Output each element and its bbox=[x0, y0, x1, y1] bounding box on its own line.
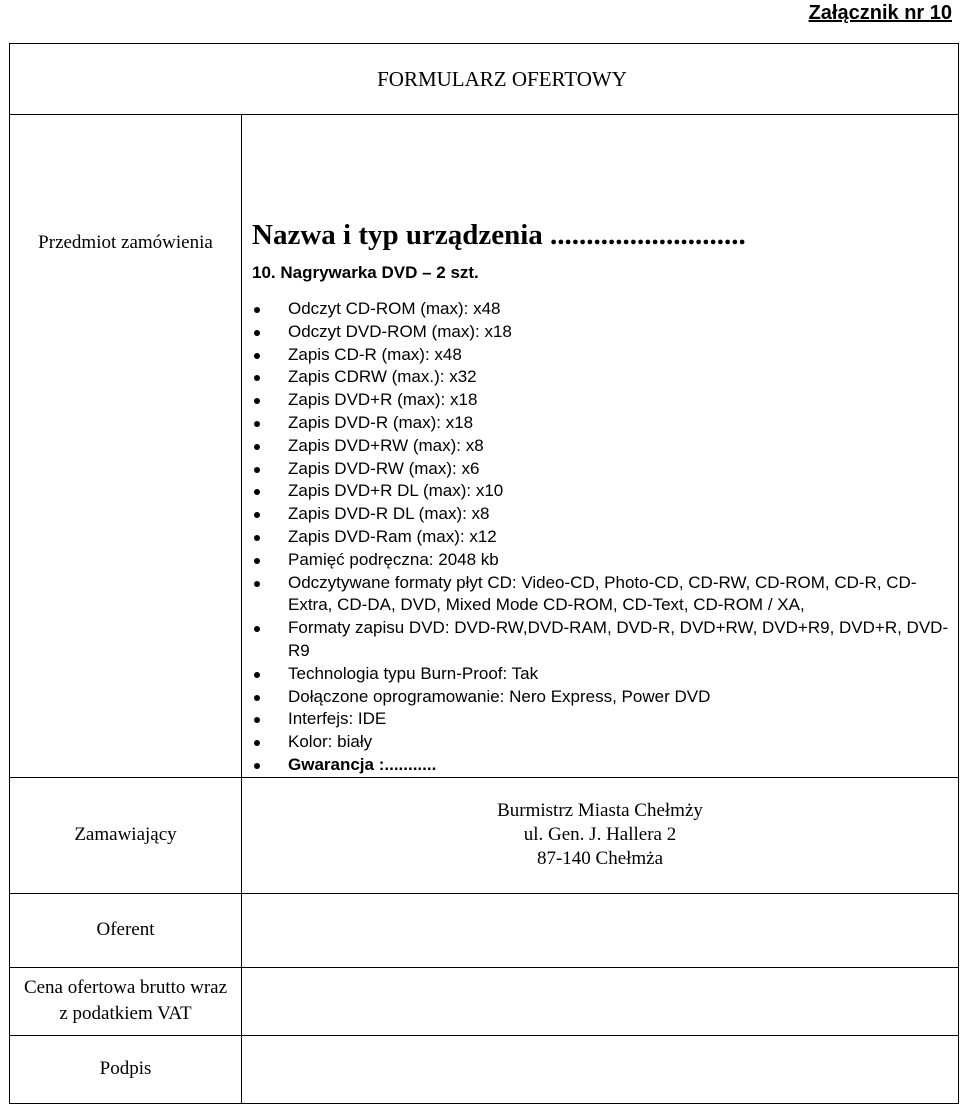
spec-item: Zapis CDRW (max.): x32 bbox=[252, 366, 954, 389]
offer-form-table bbox=[9, 43, 959, 1104]
spec-item: Zapis DVD-R (max): x18 bbox=[252, 412, 954, 435]
signature-value[interactable] bbox=[242, 1035, 959, 1103]
spec-item: Pamięć podręczna: 2048 kb bbox=[252, 549, 954, 572]
spec-item: Odczyt CD-ROM (max): x48 bbox=[252, 298, 954, 321]
spec-item: Zapis CD-R (max): x48 bbox=[252, 344, 954, 367]
spec-item: Dołączone oprogramowanie: Nero Express, Power DVD bbox=[252, 686, 954, 709]
subject-row bbox=[10, 115, 959, 778]
spec-list bbox=[252, 298, 954, 777]
bidder-label: Oferent bbox=[10, 893, 242, 967]
orderer-address bbox=[242, 777, 959, 893]
spec-item: Zapis DVD-RW (max): x6 bbox=[252, 458, 954, 481]
spec-item: Interfejs: IDE bbox=[252, 708, 954, 731]
orderer-city: 87-140 Chełmża bbox=[536, 848, 664, 870]
subject-content bbox=[242, 115, 959, 778]
spec-item: Zapis DVD-R DL (max): x8 bbox=[252, 503, 954, 526]
orderer-street: ul. Gen. J. Hallera 2 bbox=[523, 824, 677, 846]
price-label-line1: Cena ofertowa brutto wraz bbox=[23, 977, 228, 999]
annex-label: Załącznik nr 10 bbox=[808, 2, 952, 24]
signature-row bbox=[10, 1035, 959, 1103]
orderer-name: Burmistrz Miasta Chełmży bbox=[497, 800, 703, 822]
spec-item: Zapis DVD+RW (max): x8 bbox=[252, 435, 954, 458]
form-title: FORMULARZ OFERTOWY bbox=[10, 44, 959, 115]
form-title-row bbox=[10, 44, 959, 115]
device-heading: Nazwa i typ urządzenia ........................... bbox=[252, 219, 746, 251]
price-value[interactable] bbox=[242, 967, 959, 1035]
spec-item: Zapis DVD-Ram (max): x12 bbox=[252, 526, 954, 549]
spec-item: Formaty zapisu DVD: DVD-RW,DVD-RAM, DVD-R, DVD+RW, DVD+R9, DVD+R, DVD-R9 bbox=[252, 617, 954, 663]
orderer-label: Zamawiający bbox=[10, 777, 242, 893]
spec-item: Odczytywane formaty płyt CD: Video-CD, Photo-CD, CD-RW, CD-ROM, CD-R, CD-Extra, CD-DA, DVD, Mixed Mode CD-ROM, CD-Text, CD-ROM / XA, bbox=[252, 572, 954, 618]
signature-label: Podpis bbox=[10, 1035, 242, 1103]
bidder-row bbox=[10, 893, 959, 967]
price-row bbox=[10, 967, 959, 1035]
bidder-value[interactable] bbox=[242, 893, 959, 967]
spec-item: Odczyt DVD-ROM (max): x18 bbox=[252, 321, 954, 344]
subject-label: Przedmiot zamówienia bbox=[10, 115, 242, 778]
price-label-line2: z podatkiem VAT bbox=[59, 1003, 192, 1025]
orderer-row bbox=[10, 777, 959, 893]
spec-item-warranty: Gwarancja :........... bbox=[252, 754, 954, 777]
item-heading: 10. Nagrywarka DVD – 2 szt. bbox=[252, 263, 479, 282]
price-label bbox=[10, 967, 242, 1035]
spec-item: Zapis DVD+R DL (max): x10 bbox=[252, 480, 954, 503]
spec-item: Zapis DVD+R (max): x18 bbox=[252, 389, 954, 412]
spec-item: Kolor: biały bbox=[252, 731, 954, 754]
spec-item: Technologia typu Burn-Proof: Tak bbox=[252, 663, 954, 686]
